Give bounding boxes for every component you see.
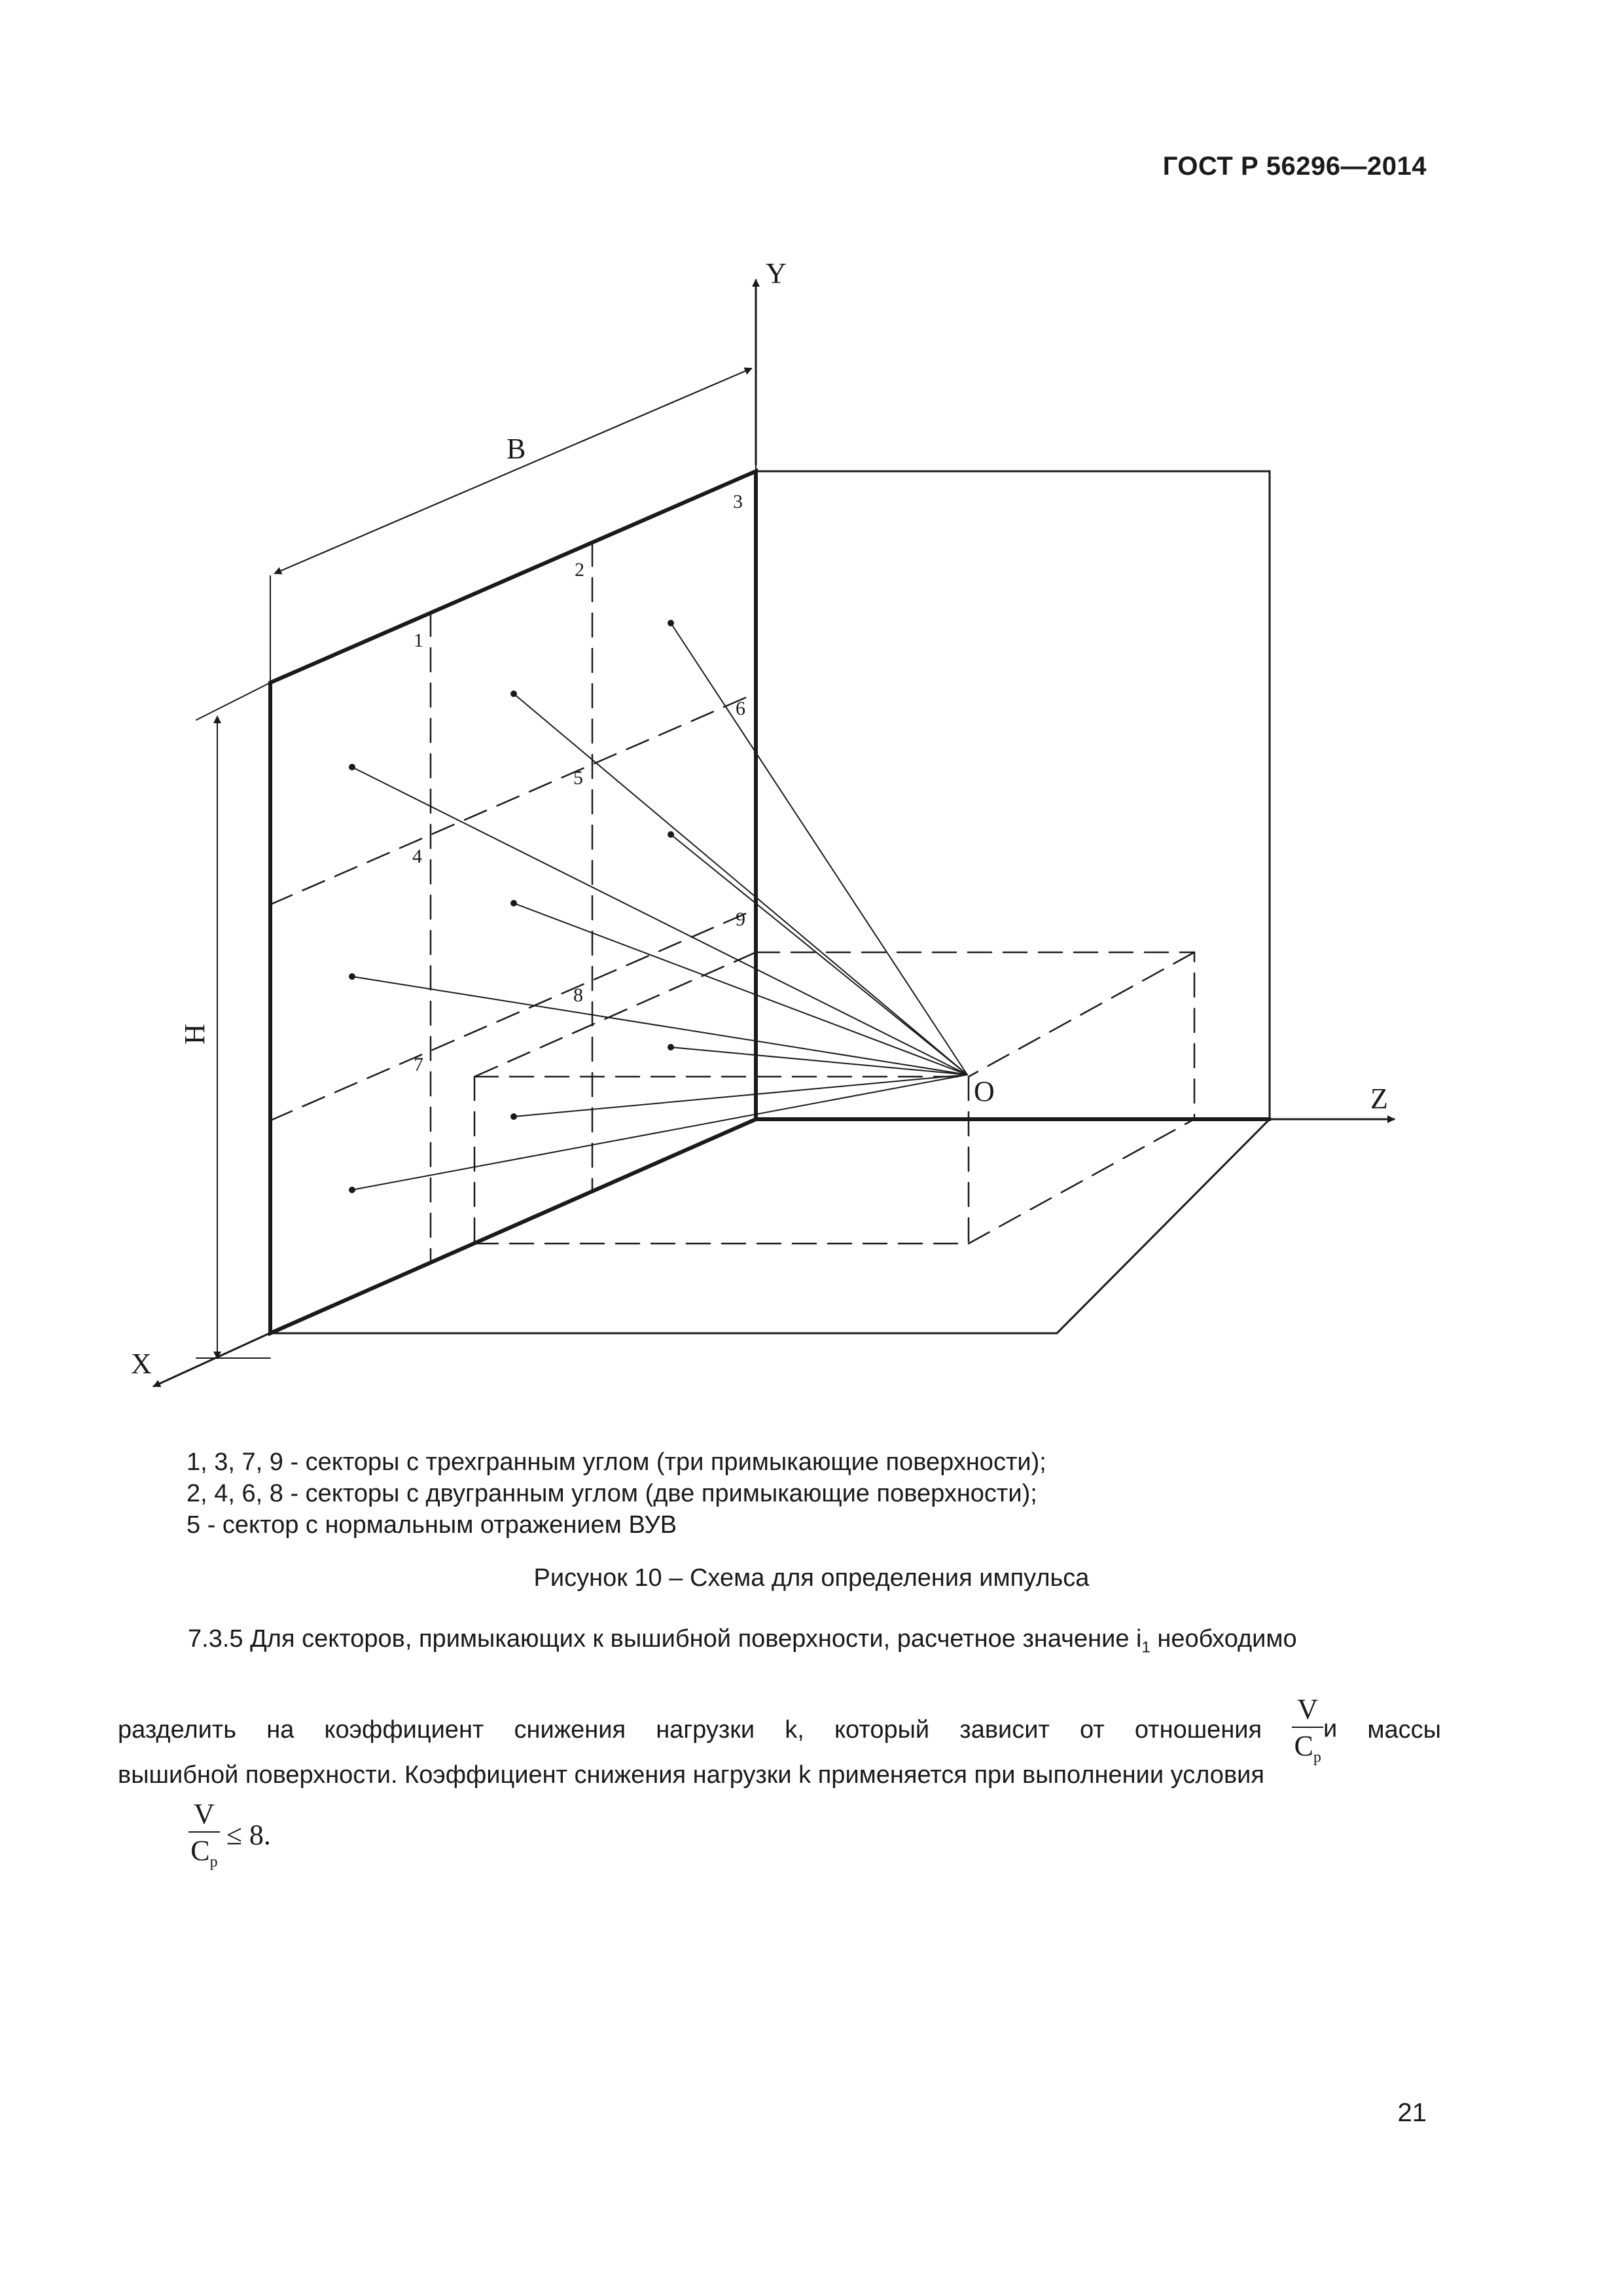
sector-label-9: 9 [736,908,745,930]
legend-line-3: 5 - сектор с нормальным отражением ВУВ [187,1511,677,1539]
sector-label-7: 7 [414,1054,423,1075]
paragraph-7-3-5-line-2: разделить на коэффициент снижения нагрузки k, который зависит от отношения $\frac{V}{C_p}$ и массы [118,1693,1441,1766]
legend-line-1: 1, 3, 7, 9 - секторы с трехгранным углом (три примыкающие поверхности); [187,1448,1046,1476]
sector-label-8: 8 [573,984,583,1006]
floor-outline [270,1119,1270,1333]
ratio-fraction: $\frac{V}{C_p}$ [1292,1695,1323,1765]
sector-label-2: 2 [575,559,584,581]
legend-line-2: 2, 4, 6, 8 - секторы с двугранным углом (две примыкающие поверхности); [187,1480,1037,1507]
document-code: ГОСТ Р 56296—2014 [1162,152,1427,181]
sector-label-3: 3 [733,491,743,512]
x-axis-label: X [131,1348,152,1380]
paragraph-7-3-5-line-3: вышибной поверхности. Коэффициент снижения нагрузки k применяется при выполнении условия [118,1761,1264,1789]
origin-label: O [974,1075,995,1107]
condition-formula: $\frac{V}{C_p}$ ≤ 8. [188,1800,271,1870]
sector-label-6: 6 [736,698,745,719]
sector-label-5: 5 [573,767,583,789]
page-number: 21 [1397,2098,1427,2127]
dim-b-label: B [507,433,526,465]
x-axis-line [154,1333,270,1386]
figure-legend [187,1446,1046,1541]
z-axis-label: Z [1370,1083,1388,1115]
y-axis-label: Y [766,257,787,289]
figure-caption: Рисунок 10 – Схема для определения импульса [533,1564,1090,1592]
paragraph-7-3-5: 7.3.5 Для секторов, примыкающих к вышибной поверхности, расчетное значение $i_1$ необходимо [188,1625,1297,1657]
sector-label-4: 4 [412,846,422,867]
sector-label-1: 1 [414,630,423,651]
side-wall [756,471,1270,1119]
dim-h-label: H [179,1024,211,1045]
